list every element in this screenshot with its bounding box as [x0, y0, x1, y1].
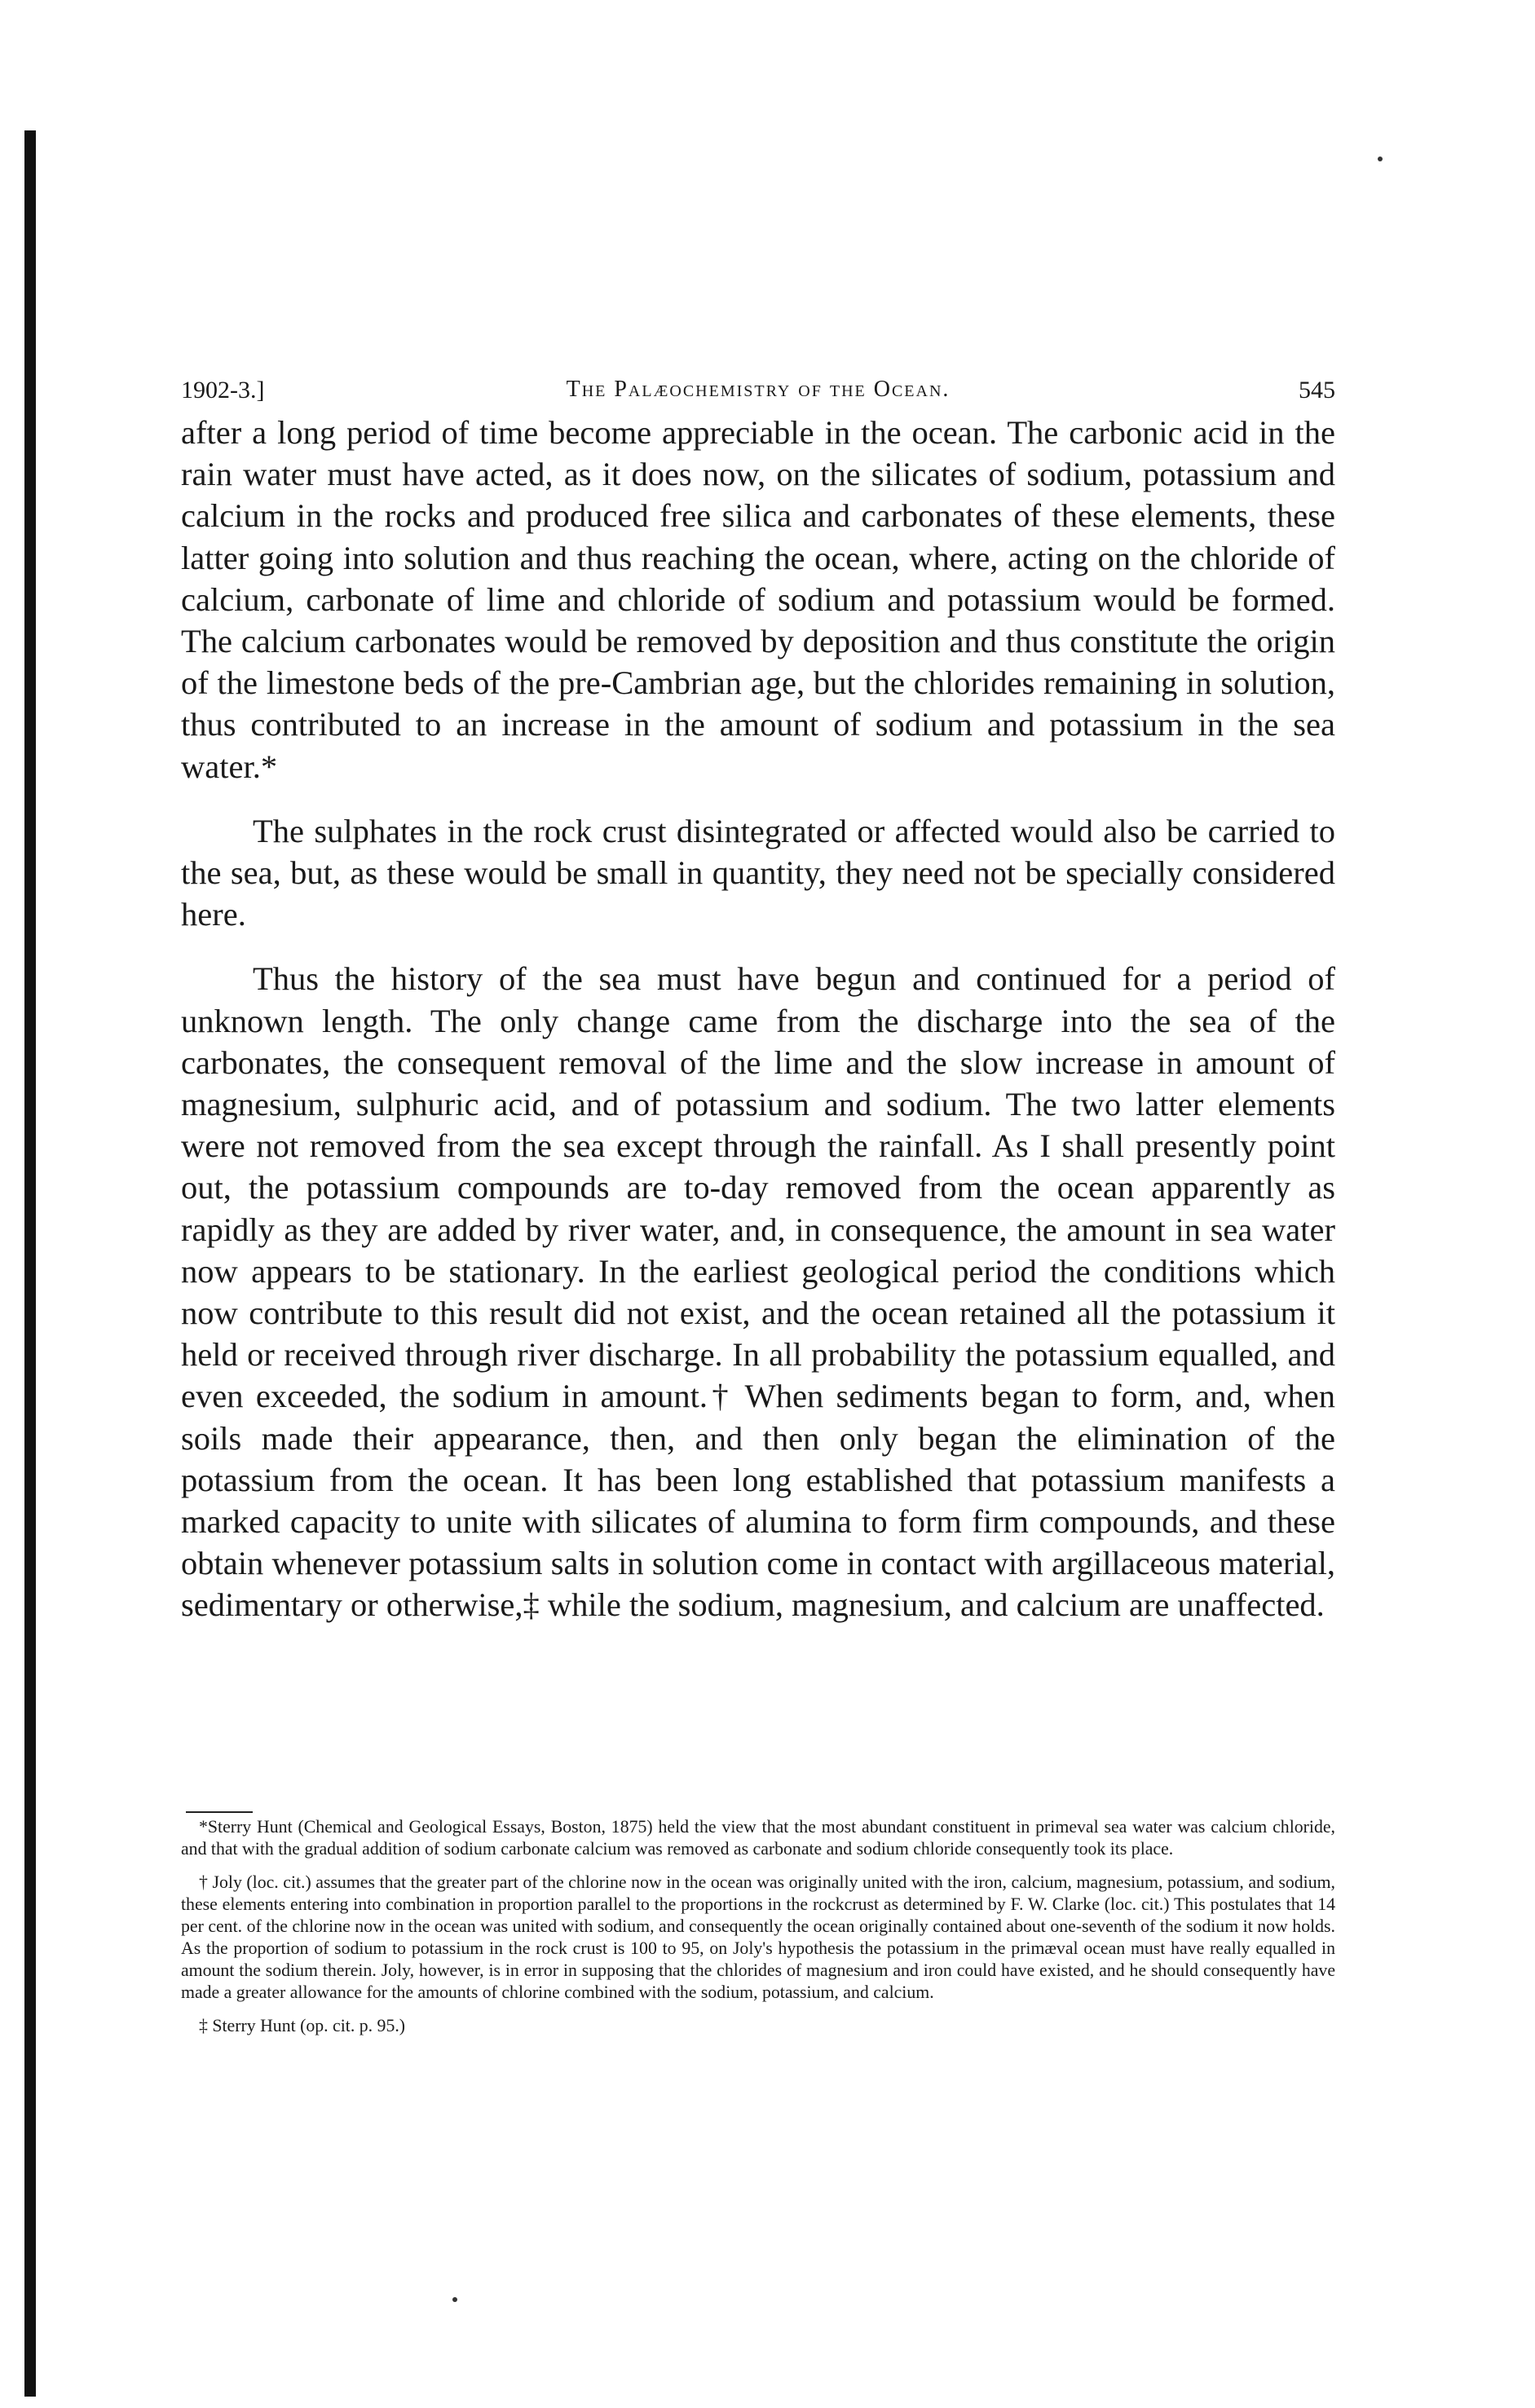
footnote-rule — [186, 1811, 253, 1813]
paragraph: The sulphates in the rock crust disintegrated or affected would also be carried to the sea, but, as these would be small in quantity, they need not be specially considered here. — [181, 812, 1335, 933]
scan-binding-edge — [24, 130, 36, 2397]
stray-mark-bottom — [452, 2297, 457, 2302]
footnote: ‡ Sterry Hunt (op. cit. p. 95.) — [199, 2016, 406, 2035]
body-text — [181, 412, 1335, 1649]
paragraph: Thus the history of the sea must have begun and continued for a period of unknown length. The only change came from the discharge into the sea of the carbonates, the consequent removal of the lime and the slow increase in amount of magnesium, sulphuric acid, and of potassium and sodium. The two latter elements were not removed from the sea except through the rainfall. As I shall presently point out, the potassium compounds are to-day removed from the ocean apparently as rapidly as they are added by river water, and, in consequence, the amount in sea water now appears to be stationary. In the earliest geological period the conditions which now contribute to this result did not exist, and the ocean retained all the potassium it held or received through river discharge. In all probability the potassium equalled, and even exceeded, the sodium in amount.† When sediments began to form, and, when soils made their appearance, then, and then only began the elimination of the potassium from the ocean. It has been long established that potassium manifests a marked capacity to unite with silicates of alumina to form firm compounds, and these obtain whenever potassium salts in solution come in contact with argillaceous material, sedimentary or otherwise,‡ while the sodium, magnesium, and calcium are unaffected. — [181, 960, 1335, 1624]
footnote: † Joly (loc. cit.) assumes that the greater part of the chlorine now in the ocean was originally united with the iron, calcium, magnesium, potassium, and sodium, these elements entering into combination in proportion parallel to the proportions in the rockcrust as determined by F. W. Clarke (loc. cit.) This postulates that 14 per cent. of the chlorine now in the ocean was united with sodium, and consequently the ocean originally contained about one-seventh of the sodium it now holds. As the proportion of sodium to potassium in the rock crust is 100 to 95, on Joly's hypothesis the potassium in the primæval ocean must have really equalled in amount the sodium therein. Joly, however, is in error in supposing that the chlorides of magnesium and iron could have existed, and he should consequently have made a greater allowance for the amounts of chlorine combined with the sodium, potassium, and calcium. — [181, 1872, 1335, 2002]
volume-year: 1902-3.] — [181, 377, 265, 404]
footnote: *Sterry Hunt (Chemical and Geological Essays, Boston, 1875) held the view that the most abundant constituent in primeval sea water was calcium chloride, and that with the gradual addition of sodium carbonate calcium was removed as carbonate and sodium chloride consequently took its place. — [181, 1817, 1335, 1859]
paragraph: after a long period of time become appreciable in the ocean. The carbonic acid in the rain water must have acted, as it does now, on the silicates of sodium, potassium and calcium in the rocks and produced free silica and carbonates of these elements, these latter going into solution and thus reaching the ocean, where, acting on the chloride of calcium, carbonate of lime and chloride of sodium and potassium would be formed. The calcium carbonates would be removed by deposition and thus constitute the origin of the limestone beds of the pre-Cambrian age, but the chlorides remaining in solution, thus contributed to an increase in the amount of sodium and potassium in the sea water.* — [181, 414, 1335, 785]
page-number: 545 — [1299, 377, 1335, 404]
running-title: The Palæochemistry of the Ocean. — [566, 377, 951, 402]
footnotes — [181, 1816, 1335, 2049]
stray-mark-top — [1378, 157, 1383, 161]
